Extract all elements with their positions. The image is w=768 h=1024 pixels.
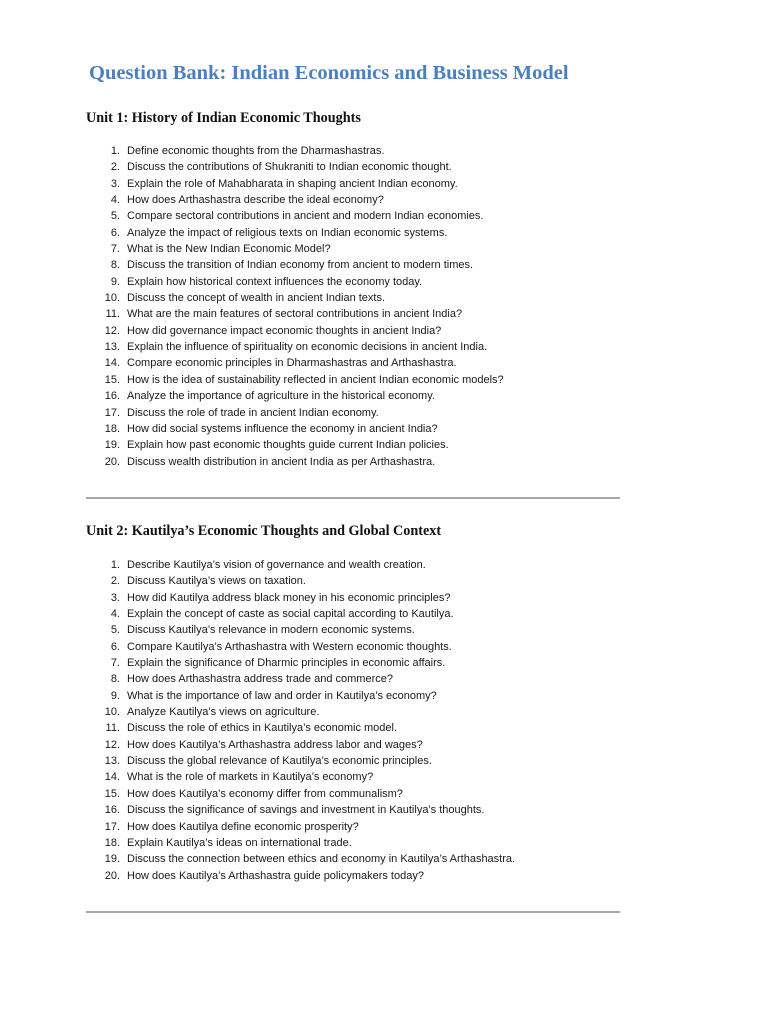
question-number: 5. <box>110 624 120 637</box>
question-item <box>100 159 660 175</box>
question-number: 7. <box>110 243 120 256</box>
question-text: Compare economic principles in Dharmashastras and Arthashastra. <box>127 357 457 370</box>
question-number: 10. <box>104 292 120 305</box>
question-text: How does Kautilya’s Arthashastra address labor and wages? <box>127 738 423 751</box>
question-text: How did Kautilya address black money in his economic principles? <box>127 591 451 604</box>
question-text: What is the importance of law and order in Kautilya’s economy? <box>127 689 437 702</box>
question-text: Analyze Kautilya’s views on agriculture. <box>127 706 320 719</box>
question-number: 10. <box>104 706 120 719</box>
question-text: How is the idea of sustainability reflected in ancient Indian economic models? <box>127 373 504 386</box>
question-text: How does Kautilya’s Arthashastra guide policymakers today? <box>127 869 424 882</box>
question-number: 2. <box>110 161 120 174</box>
question-number: 11. <box>105 308 120 321</box>
question-item <box>100 688 660 704</box>
question-item <box>100 192 660 208</box>
unit-1-question-list <box>100 143 660 470</box>
question-text: Discuss Kautilya’s relevance in modern economic systems. <box>127 624 415 637</box>
question-text: Define economic thoughts from the Dharmashastras. <box>127 145 385 157</box>
question-number: 17. <box>104 406 120 419</box>
question-text: Discuss the concept of wealth in ancient Indian texts. <box>127 292 386 305</box>
question-number: 3. <box>110 177 120 190</box>
question-item <box>100 573 660 589</box>
question-text: Discuss the role of ethics in Kautilya’s economic model. <box>127 722 398 735</box>
question-text: Analyze the importance of agriculture in the historical economy. <box>127 390 435 403</box>
question-number: 3. <box>110 591 120 604</box>
question-number: 20. <box>104 455 120 468</box>
question-number: 9. <box>110 275 120 288</box>
question-item <box>100 769 660 785</box>
question-item <box>100 372 660 388</box>
question-item <box>100 274 660 290</box>
question-number: 8. <box>110 259 120 272</box>
question-number: 9. <box>110 689 120 702</box>
question-text: Discuss Kautilya’s views on taxation. <box>127 575 306 588</box>
unit-2-heading: Unit 2: Kautilya’s Economic Thoughts and Global Context <box>86 523 442 539</box>
question-text: Compare sectoral contributions in ancient and modern Indian economies. <box>127 210 484 223</box>
question-text: How does Arthashastra describe the ideal economy? <box>127 194 384 207</box>
question-item <box>100 339 660 355</box>
question-text: Explain Kautilya’s ideas on international trade. <box>127 836 352 849</box>
question-number: 12. <box>104 738 120 751</box>
question-number: 12. <box>104 324 120 337</box>
question-item <box>100 590 660 606</box>
question-text: Discuss the contributions of Shukraniti to Indian economic thought. <box>127 161 452 174</box>
question-item <box>100 241 660 257</box>
question-item <box>100 606 660 622</box>
question-number: 14. <box>104 357 120 370</box>
question-text: Explain how historical context influences the economy today. <box>127 275 423 288</box>
question-number: 16. <box>104 390 120 403</box>
question-text: Discuss the transition of Indian economy from ancient to modern times. <box>127 259 474 272</box>
unit-2-question-list <box>100 557 660 884</box>
question-item <box>100 355 660 371</box>
question-text: What is the New Indian Economic Model? <box>127 243 331 256</box>
question-number: 4. <box>110 194 120 207</box>
question-text: How does Kautilya’s economy differ from communalism? <box>127 787 403 800</box>
question-text: Discuss the role of trade in ancient Indian economy. <box>127 406 379 419</box>
question-number: 16. <box>104 804 120 817</box>
question-number: 18. <box>104 422 120 435</box>
question-text: Discuss the connection between ethics and economy in Kautilya’s Arthashastra. <box>127 853 516 866</box>
question-number: 19. <box>104 439 120 452</box>
question-item <box>100 421 660 437</box>
question-text: Explain the concept of caste as social capital according to Kautilya. <box>127 608 454 621</box>
question-item <box>100 405 660 421</box>
question-text: Discuss wealth distribution in ancient India as per Arthashastra. <box>127 455 436 468</box>
question-item <box>100 851 660 867</box>
question-text: Compare Kautilya’s Arthashastra with Western economic thoughts. <box>127 640 452 653</box>
question-number: 19. <box>104 853 120 866</box>
question-item <box>100 143 660 159</box>
question-number: 7. <box>110 657 120 670</box>
question-item <box>100 306 660 322</box>
question-item <box>100 868 660 884</box>
question-item <box>100 437 660 453</box>
question-number: 4. <box>110 608 120 621</box>
question-item <box>100 208 660 224</box>
question-number: 13. <box>104 341 120 354</box>
question-text: Discuss the global relevance of Kautilya’s economic principles. <box>127 755 432 768</box>
question-number: 1. <box>110 145 120 157</box>
question-number: 20. <box>104 869 120 882</box>
question-number: 11. <box>105 722 120 735</box>
question-text: Analyze the impact of religious texts on Indian economic systems. <box>127 226 448 239</box>
question-number: 17. <box>104 820 120 833</box>
question-text: How did governance impact economic thoughts in ancient India? <box>127 324 442 337</box>
unit-1-heading: Unit 1: History of Indian Economic Thoughts <box>86 110 361 126</box>
question-item <box>100 704 660 720</box>
document-title: Question Bank: Indian Economics and Business Model <box>89 62 569 84</box>
question-number: 8. <box>110 673 120 686</box>
question-item <box>100 176 660 192</box>
question-item <box>100 388 660 404</box>
question-item <box>100 835 660 851</box>
question-item <box>100 671 660 687</box>
question-text: Describe Kautilya’s vision of governance and wealth creation. <box>127 559 426 571</box>
question-item <box>100 225 660 241</box>
question-text: Explain the significance of Dharmic principles in economic affairs. <box>127 657 446 670</box>
question-item <box>100 622 660 638</box>
question-text: What are the main features of sectoral contributions in ancient India? <box>127 308 463 321</box>
question-number: 5. <box>110 210 120 223</box>
question-item <box>100 323 660 339</box>
question-item <box>100 557 660 573</box>
question-item <box>100 257 660 273</box>
question-number: 15. <box>104 787 120 800</box>
question-number: 6. <box>110 640 120 653</box>
question-item <box>100 720 660 736</box>
question-text: How does Arthashastra address trade and commerce? <box>127 673 393 686</box>
question-item <box>100 655 660 671</box>
section-divider <box>86 497 620 499</box>
question-item <box>100 454 660 470</box>
question-number: 2. <box>110 575 120 588</box>
question-item <box>100 786 660 802</box>
section-divider <box>86 911 620 913</box>
question-item <box>100 290 660 306</box>
question-text: Discuss the significance of savings and investment in Kautilya’s thoughts. <box>127 804 485 817</box>
question-number: 13. <box>104 755 120 768</box>
question-text: Explain the influence of spirituality on economic decisions in ancient India. <box>127 341 488 354</box>
question-text: How did social systems influence the economy in ancient India? <box>127 422 438 435</box>
question-number: 18. <box>104 836 120 849</box>
question-item <box>100 819 660 835</box>
question-text: What is the role of markets in Kautilya’s economy? <box>127 771 374 784</box>
question-text: Explain how past economic thoughts guide current Indian policies. <box>127 439 449 452</box>
question-item <box>100 802 660 818</box>
question-text: Explain the role of Mahabharata in shaping ancient Indian economy. <box>127 177 458 190</box>
question-item <box>100 737 660 753</box>
question-number: 14. <box>104 771 120 784</box>
question-text: How does Kautilya define economic prosperity? <box>127 820 359 833</box>
question-number: 1. <box>110 559 120 571</box>
question-number: 6. <box>110 226 120 239</box>
question-item <box>100 753 660 769</box>
question-number: 15. <box>104 373 120 386</box>
question-item <box>100 639 660 655</box>
